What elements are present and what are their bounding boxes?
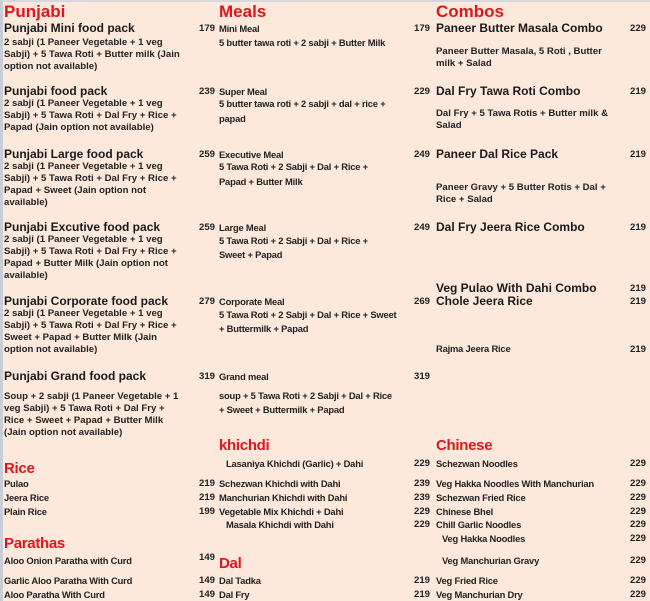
meal-item-name: Executive Meal (219, 149, 284, 160)
meal-item-description: 5 Tawa Roti + 2 Sabji + Dal + Rice + Sweet (219, 309, 397, 320)
combo-item-name: Dal Fry Jeera Rice Combo (436, 220, 585, 234)
rice-item-price: 219 (198, 492, 215, 503)
meal-item-price: 249 (413, 222, 430, 233)
khichdi-item-price: 239 (413, 478, 430, 489)
punjabi-item-description: 2 sabji (1 Paneer Vegetable + 1 veg (4, 37, 163, 48)
khichdi-item-name: Lasaniya Khichdi (Garlic) + Dahi (226, 458, 364, 469)
meal-item-name: Super Meal (219, 86, 268, 97)
punjabi-item-description: Papad + Sweet (Jain option not (4, 185, 147, 196)
heading-dal: Dal (219, 555, 242, 572)
meal-item-name: Large Meal (219, 222, 266, 233)
combo-item-price: 219 (629, 149, 646, 160)
punjabi-item-description: Sabji) + 5 Tawa Roti + Butter milk (Jain (4, 49, 180, 60)
combo-item-price: 219 (629, 283, 646, 294)
combo-item-name: Paneer Dal Rice Pack (436, 147, 559, 161)
meal-item-price: 269 (413, 296, 430, 307)
chinese-item-price: 229 (629, 492, 646, 503)
chinese-item-name: Veg Manchurian Gravy (442, 555, 540, 566)
dal-item-price: 219 (413, 589, 430, 600)
khichdi-item-name: Schezwan Khichdi with Dahi (219, 478, 341, 489)
punjabi-item-name: Punjabi Corporate food pack (4, 294, 169, 308)
combo-item-description: Salad (436, 120, 462, 131)
meal-item-price: 229 (413, 86, 430, 97)
meal-item-description: 5 butter tawa roti + 2 sabji + dal + rice + (219, 98, 386, 109)
combo-item-name: Chole Jeera Rice (436, 294, 533, 308)
combo-item-price: 219 (629, 296, 646, 307)
khichdi-item-price: 229 (413, 506, 430, 517)
dal-item-price: 219 (413, 575, 430, 586)
heading-meals: Meals (219, 2, 267, 21)
chinese-item-name: Veg Fried Rice (436, 575, 498, 586)
chinese-item-name: Chinese Bhel (436, 506, 493, 517)
chinese-item-name: Veg Hakka Noodles With Manchurian (436, 478, 594, 489)
punjabi-item-description: Sabji) + 5 Tawa Roti + Dal Fry + Rice + (4, 110, 177, 121)
punjabi-item-name: Punjabi Large food pack (4, 147, 144, 161)
chinese-item-price: 229 (629, 478, 646, 489)
meal-item-name: Mini Meal (219, 23, 260, 34)
paratha-item-name: Aloo Paratha With Curd (4, 589, 105, 600)
punjabi-item-description: 2 sabji (1 Paneer Vegetable + 1 veg (4, 308, 163, 319)
chinese-item-price: 229 (629, 589, 646, 600)
paratha-item-name: Aloo Onion Paratha with Curd (4, 555, 132, 566)
combo-item-name: Veg Pulao With Dahi Combo (436, 281, 597, 295)
punjabi-item-description: 2 sabji (1 Paneer Vegetable + 1 veg (4, 161, 163, 172)
paratha-item-price: 149 (198, 575, 215, 586)
chinese-item-price: 229 (629, 555, 646, 566)
khichdi-item-price: 229 (413, 458, 430, 469)
punjabi-item-price: 279 (198, 296, 215, 307)
khichdi-item-price: 239 (413, 492, 430, 503)
punjabi-item-description: 2 sabji (1 Paneer Vegetable + 1 veg (4, 98, 163, 109)
punjabi-item-description: available) (4, 197, 48, 208)
meal-item-price: 249 (413, 149, 430, 160)
heading-parathas: Parathas (4, 535, 65, 552)
khichdi-item-price: 229 (413, 519, 430, 530)
heading-khichdi: khichdi (219, 437, 270, 454)
paratha-item-price: 149 (198, 552, 215, 563)
punjabi-item-description: veg Sabji) + 5 Tawa Roti + Dal Fry + (4, 403, 165, 414)
combo-item-description: Rice + Salad (436, 194, 493, 205)
chinese-item-name: Schezwan Noodles (436, 458, 518, 469)
punjabi-item-price: 259 (198, 149, 215, 160)
combo-item-price: 229 (629, 23, 646, 34)
meal-item-description: 5 butter tawa roti + 2 sabji + Butter Milk (219, 37, 386, 48)
paratha-item-name: Garlic Aloo Paratha With Curd (4, 575, 133, 586)
punjabi-item-price: 319 (198, 371, 215, 382)
chinese-item-price: 229 (629, 506, 646, 517)
combo-item-name: Dal Fry Tawa Roti Combo (436, 84, 581, 98)
combo-item-name: Rajma Jeera Rice (436, 343, 511, 354)
meal-item-price: 319 (413, 371, 430, 382)
punjabi-item-description: option not available) (4, 344, 98, 355)
punjabi-item-description: available) (4, 270, 48, 281)
combo-item-price: 219 (629, 222, 646, 233)
punjabi-item-price: 239 (198, 86, 215, 97)
meal-item-description: Sweet + Papad (219, 249, 283, 260)
punjabi-item-description: (Jain option not available) (4, 427, 123, 438)
chinese-item-price: 229 (629, 458, 646, 469)
paratha-item-price: 149 (198, 589, 215, 600)
punjabi-item-description: Sweet + Papad + Butter Milk (Jain (4, 332, 158, 343)
punjabi-item-description: option not available) (4, 61, 98, 72)
punjabi-item-description: Sabji) + 5 Tawa Roti + Dal Fry + Rice + (4, 173, 177, 184)
khichdi-item-name: Masala Khichdi with Dahi (226, 519, 334, 530)
punjabi-item-name: Punjabi Mini food pack (4, 21, 135, 35)
meal-item-description: soup + 5 Tawa Roti + 2 Sabji + Dal + Rice (219, 390, 392, 401)
chinese-item-price: 229 (629, 519, 646, 530)
khichdi-item-name: Vegetable Mix Khichdi + Dahi (219, 506, 344, 517)
chinese-item-name: Chill Garlic Noodles (436, 519, 522, 530)
punjabi-item-name: Punjabi food pack (4, 84, 108, 98)
meal-item-name: Grand meal (219, 371, 269, 382)
combo-item-name: Paneer Butter Masala Combo (436, 21, 603, 35)
meal-item-name: Corporate Meal (219, 296, 285, 307)
punjabi-item-description: Rice + Sweet + Papad + Butter Milk (4, 415, 164, 426)
rice-item-name: Jeera Rice (4, 492, 49, 503)
meal-item-description: 5 Tawa Roti + 2 Sabji + Dal + Rice + (219, 235, 368, 246)
rice-item-name: Plain Rice (4, 506, 47, 517)
rice-item-price: 219 (198, 478, 215, 489)
heading-combos: Combos (436, 2, 504, 21)
chinese-item-name: Schezwan Fried Rice (436, 492, 526, 503)
punjabi-item-description: 2 sabji (1 Paneer Vegetable + 1 veg (4, 234, 163, 245)
punjabi-item-description: Papad + Butter Milk (Jain option not (4, 258, 168, 269)
dal-item-name: Dal Tadka (219, 575, 261, 586)
heading-rice: Rice (4, 460, 35, 477)
meal-item-description: papad (219, 113, 246, 124)
heading-punjabi: Punjabi (4, 2, 66, 21)
combo-item-description: Paneer Butter Masala, 5 Roti , Butter (436, 46, 602, 57)
khichdi-item-name: Manchurian Khichdi with Dahi (219, 492, 348, 503)
combo-item-description: Dal Fry + 5 Tawa Rotis + Butter milk & (436, 108, 609, 119)
punjabi-item-name: Punjabi Grand food pack (4, 369, 147, 383)
punjabi-item-description: Sabji) + 5 Tawa Roti + Dal Fry + Rice + (4, 246, 177, 257)
punjabi-item-name: Punjabi Excutive food pack (4, 220, 161, 234)
meal-item-description: Papad + Butter Milk (219, 176, 303, 187)
punjabi-item-description: Soup + 2 sabji (1 Paneer Vegetable + 1 (4, 391, 179, 402)
combo-item-description: Paneer Gravy + 5 Butter Rotis + Dal + (436, 182, 606, 193)
punjabi-item-price: 179 (198, 23, 215, 34)
chinese-item-price: 229 (629, 575, 646, 586)
combo-item-price: 219 (629, 344, 646, 355)
meal-item-description: + Buttermilk + Papad (219, 323, 309, 334)
chinese-item-price: 229 (629, 533, 646, 544)
heading-chinese: Chinese (436, 437, 493, 454)
rice-item-name: Pulao (4, 478, 29, 489)
punjabi-item-description: Sabji) + 5 Tawa Roti + Dal Fry + Rice + (4, 320, 177, 331)
combo-item-price: 219 (629, 86, 646, 97)
combo-item-description: milk + Salad (436, 58, 492, 69)
meal-item-description: + Sweet + Buttermilk + Papad (219, 404, 345, 415)
chinese-item-name: Veg Hakka Noodles (442, 533, 526, 544)
chinese-item-name: Veg Manchurian Dry (436, 589, 523, 600)
dal-item-name: Dal Fry (219, 589, 250, 600)
rice-item-price: 199 (198, 506, 215, 517)
meal-item-price: 179 (413, 23, 430, 34)
punjabi-item-description: Papad (Jain option not available) (4, 122, 154, 133)
punjabi-item-price: 259 (198, 222, 215, 233)
meal-item-description: 5 Tawa Roti + 2 Sabji + Dal + Rice + (219, 161, 368, 172)
